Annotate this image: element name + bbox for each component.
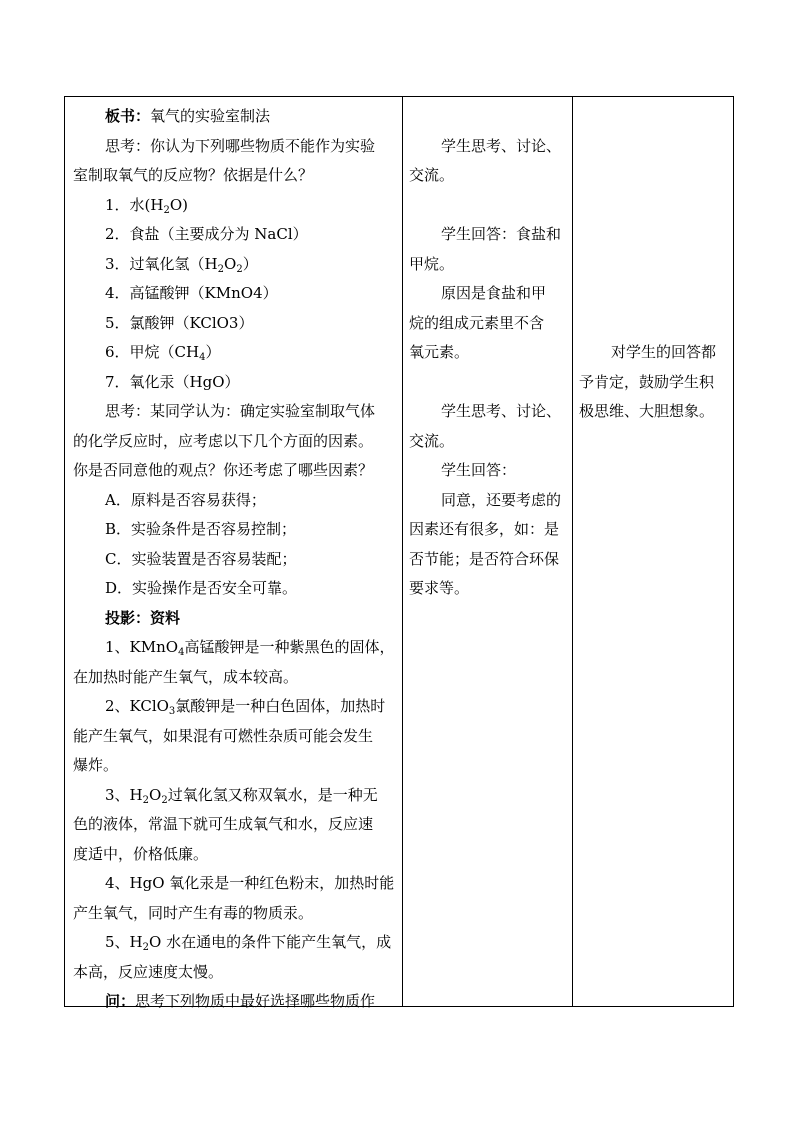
- list-item-hgo: 7．氧化汞（HgO）: [105, 373, 240, 391]
- option-b: B．实验条件是否容易控制；: [105, 520, 297, 538]
- text-line: 室制取氧气的反应物？依据是什么？: [73, 166, 314, 184]
- student-line: 烷的组成元素里不含: [409, 314, 545, 332]
- projection-heading: 投影：资料: [105, 609, 181, 627]
- student-line: 氧元素。: [409, 343, 470, 361]
- student-line: 学生思考、讨论、: [441, 137, 562, 155]
- text-line: 产生氧气，同时产生有毒的物质汞。: [73, 904, 314, 922]
- text-line: 思考：某同学认为：确定实验室制取气体: [105, 402, 376, 420]
- text-line: 你是否同意他的观点？你还考虑了哪些因素？: [73, 461, 374, 479]
- material-1: 1、KMnO$_4$高锰酸钾是一种紫黑色的固体，: [105, 638, 395, 658]
- intent-line: 极思维、大胆想象。: [579, 402, 715, 420]
- option-a: A．原料是否容易获得；: [105, 491, 266, 509]
- list-item-water: 1．水$(H_2O)$: [105, 196, 189, 216]
- student-line: 因素还有很多，如：是: [409, 520, 560, 538]
- intent-line: 予肯定，鼓励学生积: [579, 373, 715, 391]
- student-line: 学生思考、讨论、: [441, 402, 562, 420]
- question-line: [105, 991, 375, 1011]
- board-writing-text: 氧气的实验室制法: [150, 107, 271, 125]
- text-line: 在加热时能产生氧气，成本较高。: [73, 668, 299, 686]
- material-4: 4、HgO 氧化汞是一种红色粉末，加热时能: [105, 874, 395, 892]
- text-line: 能产生氧气，如果混有可燃性杂质可能会发生: [73, 727, 374, 745]
- board-writing-label: 板书：: [105, 107, 151, 125]
- design-intent-column: [573, 97, 733, 1006]
- student-line: 甲烷。: [409, 255, 455, 273]
- text-line: 的化学反应时，应考虑以下几个方面的因素。: [73, 432, 374, 450]
- question-label: 问：: [105, 992, 136, 1010]
- list-item-kmno4: 4．高锰酸钾（KMnO4）: [105, 284, 278, 302]
- text-line: 爆炸。: [73, 756, 119, 774]
- text-line: 度适中，价格低廉。: [73, 845, 209, 863]
- teacher-activity-column: [65, 97, 403, 1010]
- student-line: 交流。: [409, 166, 455, 184]
- lesson-table: [64, 96, 734, 1010]
- student-activity-column: [403, 97, 573, 1006]
- text-line: 思考：你认为下列哪些物质不能作为实验: [105, 137, 376, 155]
- material-2: 2、KClO$_3$氯酸钾是一种白色固体，加热时: [105, 697, 386, 717]
- list-item-methane: 6．甲烷$(CH_4)$: [105, 343, 221, 363]
- material-3: 3、$H_2O_2$过氧化氢又称双氧水，是一种无: [105, 786, 378, 806]
- student-line: 否节能；是否符合环保: [409, 550, 560, 568]
- text-line: 本高，反应速度太慢。: [73, 963, 224, 981]
- question-text: 思考下列物质中最好选择哪些物质作: [135, 992, 376, 1010]
- text-line: 色的液体，常温下就可生成氧气和水，反应速: [73, 815, 374, 833]
- student-line: 学生回答：: [441, 461, 517, 479]
- list-item-salt: 2．食盐（主要成分为 NaCl）: [105, 225, 308, 243]
- option-c: C．实验装置是否容易装配；: [105, 550, 297, 568]
- student-line: 原因是食盐和甲: [441, 284, 547, 302]
- student-line: 要求等。: [409, 579, 470, 597]
- intent-line: 对学生的回答都: [611, 343, 717, 361]
- student-line: 同意，还要考虑的: [441, 491, 562, 509]
- board-writing-line: [105, 106, 270, 126]
- list-item-kclo3: 5．氯酸钾（KClO3）: [105, 314, 254, 332]
- student-line: 交流。: [409, 432, 455, 450]
- student-line: 学生回答：食盐和: [441, 225, 562, 243]
- material-5: 5、$H_2O$ 水在通电的条件下能产生氧气，成: [105, 933, 392, 953]
- option-d: D．实验操作是否安全可靠。: [105, 579, 298, 597]
- list-item-hydrogen-peroxide: 3．过氧化氢$(H_2O_2)$: [105, 255, 258, 275]
